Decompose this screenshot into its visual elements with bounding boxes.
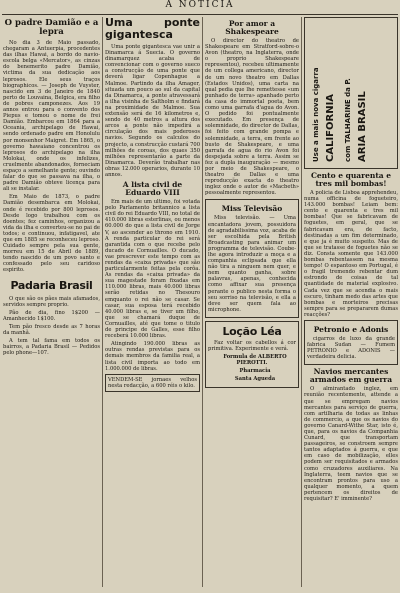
shakespeare-headline: Por amor a Shakespeare: [225, 19, 279, 36]
petronio-text: cigarros de luxo da grande fabrica Sudan — Fumem PETRONIO e ADONIS — verdadeira delicia.: [307, 335, 395, 361]
masthead-title: A NOTICIA: [165, 0, 235, 10]
masthead: [0, 0, 400, 14]
column-4: [304, 17, 398, 587]
padre-damiao-paragraph-2: Em Maio de 1873, o padre Damião desembarca em Molokai, onde é recebido por 800 leprosos. Desde logo trabalhou com os doentes; fez caminhos, organizou a vida da ilha e converteu-se no pai de todos; e continuou, infatigavel, ate que em 1885 se reconheceu leproso. Cuidado sempre pela sua gente, morreu em 15 de Abril de 1889, tendo nascido de um povo santo e confessado pelo seu caridoso espirito.: [3, 194, 100, 274]
petronio-ad: [304, 320, 398, 365]
lista-civil-headline: A lista civil de Eduardo VIII: [122, 180, 183, 198]
bombas-paragraph: A policia de Lisboa apprehendeu, numa officina de fogueteiro, 143.000 bombas! Leiam bem: cento e quarenta e tres mil bombas! Que se fabricavam de foguetes, em geral, que se fabricavam era, de facto, destinadas a um fim determinado, e que ja é muito suspeito. Mas de que se tratasse de foguetes não se diz. Consta somente que 143.000 bombas rebentassem na mesma tempo! O espantoso em Portugal, é o fragil tremendo rebentar dum estrondo de coisas de tal quantidade de material explosivo. Cada vez que se acendia o mais escuro, tinham medo das artes que bombas e morteiros precisas sempre para se prepararem dumas reacções?: [304, 190, 398, 318]
padre-damiao-paragraph-1: No dia 3 de Maio passado, chegaram a Antuerpia, procedentes das ilhas Hawai, a bordo do navio-escola belga «Mercator», as cinzas do benemerito padre Damião, victima da sua dedicação aos leprosos. Ele seus traços biographicos. — Joseph de Vuyster, nascido em 3 de Janeiro de 1840 perto de Louvaina, Belgica, era filho de pobres camponezes. Aos 19 annos entrou para o convento dos Piepus e tomou o nome de frei Damião. Embarcou em 1864 para a Oceania, archipelago de Hawai, sendo ordenado padre em Honolulu por monsenhor Maigret. Em 1865, o governo hawaiano concentrou os leprosos do archipelago na ilha Molokai, onde os infelizes, cruelmente abandonados, forneciam espaço a semelhante gente; ouvindo falar do que se passava na ilha, o padre Damião obteve licença para ali se instalar.: [3, 40, 100, 193]
vertical-ad-line-2: CALIFORNIA: [325, 93, 336, 162]
petronio-title: Petronio e Adonis: [313, 324, 389, 334]
column-divider-1: [102, 17, 103, 587]
vertical-ad-line-4: ARIA BRASIL: [357, 91, 368, 162]
jornaes-velhos-ad: [105, 374, 200, 392]
padre-damiao-headline: O padre Damião e a lepra: [4, 18, 99, 37]
locao-lea-ad: [205, 321, 299, 388]
ponte-paragraph: Uma ponte gigantesca vae unir a Dinamarca á Suecia. O governo dinamarquez acaba de convencionar com o governo sueco a construcção de uma ponte que deverá ligar Copenhague a Malmoe. Partindo da ilha Amager, situada um pouco ao sul da capital da Dinamarca, a ponte atravessará a ilha visinha de Saltholm e findará na proximidade de Malmoe. Sua extensão será de 16 kilometros e, sendo de 40 metros a altura dos arcos a ponte não impedirá a circulação dos mais poderosos navios. Segundo os calculos do projecto, a construcção custará 700 milhões de coroas, dos quaes 350 milhões representarão a parte da Dinamarca. Deverão trabalhar nas obras 12.000 operarios, durante 10 annos.: [105, 44, 200, 178]
padaria-ad-line-3: Tem pão fresco desde as 7 horas da manhã.: [3, 323, 100, 337]
vertical-ad-line-1: Use a mais nova cigarra: [312, 67, 320, 162]
column-1: [3, 17, 100, 587]
navios-paragraph: O almirantado inglez, em reunião recentemente, attende a que se empregam navios mercantes para serviço de guerra, com artilharia de todas as linhas de commercio, a que os navios do governo Canard-Withe Star, isto é, que, para os navios da Companhia Cunard, que transportam passageiros, se constroem sempre tantos adaptados á guerra, e que em caso de mobilização, elles podem ser requisitados e armados como cruzadores auxiliares. Na Inglaterra, teem navios que se encontram prontos para uso a qualquer momento, a quem pertencem os direitos de requisitar? E' imminente?: [304, 386, 398, 503]
bombas-headline: Cento e quarenta e tres mil bombas!: [310, 171, 392, 188]
column-3: [205, 17, 299, 587]
masthead-rule: [2, 14, 398, 15]
locao-lea-line-3: Pharmacia: [239, 368, 271, 375]
navios-headline: Navios mercantes armados em guerra: [309, 367, 393, 385]
padaria-ad-line-1: O que são os pães mais afamados, servidos sempre proprio.: [3, 295, 100, 308]
locao-lea-line-4: Santa Agueda: [234, 376, 276, 383]
miss-televisao-headline: Miss Televisão: [221, 204, 283, 214]
vertical-ad-line-3: com TALHARINE da P.: [344, 78, 352, 162]
locao-lea-title: Loção Léa: [222, 324, 282, 338]
lista-civil-paragraph-1: Em mais de um ultimo, foi votada pelo Parlamento britannico a lista civil do rei Eduardo VIII, no total de 410.000 libras esterlinas, ou menos 60.000 do que a lista civil de Jorge V, ao ascender ao throno em 1910. A renda particular do rei será garantida com o que recebe pelo ducado de Cornuailles. O ducado, vae prescrever este tempo com as rendas da «caixa privada» que são particularmente feitas pela corôa. As rendas da «caixa privada» da sua magestade foram fixadas em 110.000 libras, mais 40.000 libras serão retidas no Thesouro emquanto o rei não se casar. Se casar, sua esposa terá recebido 40.000 libras e, se tiver um filho, que se chamará duque de Cornuailles, até que tome o titulo de principe de Galles, esse filho receberá 10.000 libras.: [105, 199, 200, 340]
miss-televisao-box: [205, 199, 299, 318]
locao-lea-line-2: Formula de ALBERTO PIEROTTI.: [223, 354, 287, 367]
shakespeare-paragraph: O director do theatro de Shakespeare em Stratford-sobre-o Avon (theatro, na Inglaterra, onde o proprio Shakespeare representou), recebeu ultimamente de um collega americano, director de um novo theatro em Dallas (Estados Unidos), uma carta na qual pedia que lhe remettesse «um punhado de terra» apanhado perto da casa do immortal poeta, bem como uma garrafa d'agua do Avon. O pedido foi pontualmente executado. Em presença de solemnidade, do director de Dallas, foi feito com grande pompa e solemnidade, a terra, em frente ao busto de Shakespeare, e uma garrafa de agua do rio Avon foi despejada sobre a terra. Assim se fez a dupla inauguração — mesmo por meio de Shakespeare, o theatro de Dallas e uma reproducção exacta do theatro inglez onde o autor de «Macbeth» pessoalmente representou.: [205, 38, 299, 197]
column-divider-3: [301, 17, 302, 587]
column-2: [105, 17, 200, 587]
locao-lea-line-1: Faz voltar os cabellos á cor primitiva. Experimente e verá.: [208, 339, 296, 353]
ponte-gigantesca-headline: Uma ponte gigantesca: [105, 17, 200, 41]
padaria-ad-line-2: Pão de dia, fino 1$200 —Amanhecido 1$100.: [3, 309, 100, 322]
cigarro-vertical-ad: [304, 17, 398, 169]
padaria-ad-line-4: A tem tal fama em todos os bairros, a Padaria Brasil — Pedidos pelo phone—107.: [3, 338, 100, 357]
padaria-brasil-ad-title: Padaria Brasil: [10, 278, 93, 292]
vertical-ad-text: [311, 22, 368, 162]
column-divider-2: [202, 17, 203, 587]
jornaes-velhos-text: VENDEM-SE jornaes velhos nesta redacção, a 600 réis o kilo.: [108, 376, 197, 389]
miss-televisao-paragraph: Miss televisão. — Uma encantadora jovem, possuidora de agradabilissima voz, acaba de ser escolhida pela British Broadcasting para animar um programma de televisão. Coube-lhe agora introduzir a moça e a companhia eclipsada que ella não tira a ninguem nem quer, e nem quanto ganha, sobre palavras, apenas, conhecida como affixar sua presença perante o publico nesta forma o seu sorriso na televisão, e ella a deve ser quem fala ao microphone.: [208, 215, 296, 313]
lista-civil-paragraph-2: Atingindo 190.000 libras as outras rendas previstas para os demais membros da familia real, a lista civil importa ao todo em 1.000.000 de libras.: [105, 341, 200, 372]
